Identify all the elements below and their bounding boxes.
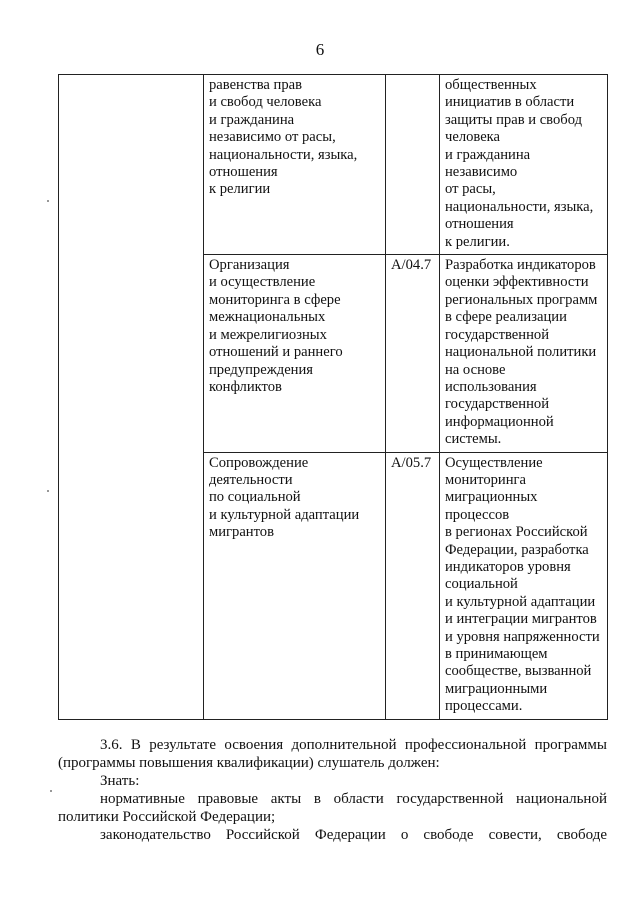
labor-function-cell: Организация и осуществление мониторинга в сфере межнациональных и межрелигиозных отношений и раннего предупреждения конфликтов (204, 255, 386, 452)
labor-function-cell: Сопровождение деятельности по социальной и культурной адаптации мигрантов (204, 452, 386, 719)
function-code-cell: А/05.7 (386, 452, 440, 719)
competency-table (58, 74, 608, 720)
paragraph-3-6-line2: (программы повышения квалификации) слушатель должен: (58, 755, 440, 771)
labor-action-cell: Осуществление мониторинга миграционных процессов в регионах Российской Федерации, разработка индикаторов уровня социальной и культурной адаптации и интеграции мигрантов и уровня напряженности в принимающем сообществе, вызванной миграционными процессами. (440, 452, 608, 719)
requirement-item-2-line1: законодательство Российской Федерации о свободе совести, свободе (100, 827, 607, 843)
scan-speck (47, 200, 49, 202)
function-code-cell (386, 75, 440, 255)
requirement-item-1-line1: нормативные правовые акты в области государственной национальной (100, 791, 607, 807)
labor-action-cell: общественных инициатив в области защиты прав и свобод человека и гражданина независимо от расы, национальности, языка, отношения к религии. (440, 75, 608, 255)
scan-speck (47, 490, 49, 492)
page-number: 6 (315, 40, 325, 59)
table-row (59, 75, 608, 255)
requirement-item-1-line2: политики Российской Федерации; (58, 809, 276, 825)
know-label: Знать: (100, 773, 140, 789)
paragraph-3-6-line1: 3.6. В результате освоения дополнительной профессиональной программы (100, 737, 607, 753)
scan-speck (50, 790, 52, 792)
empty-column-cell (59, 75, 204, 720)
function-code-cell: А/04.7 (386, 255, 440, 452)
labor-action-cell: Разработка индикаторов оценки эффективности региональных программ в сфере реализации государственной национальной политики на основе использования государственной информационной системы. (440, 255, 608, 452)
labor-function-cell: равенства прав и свобод человека и гражданина независимо от расы, национальности, языка, отношения к религии (204, 75, 386, 255)
